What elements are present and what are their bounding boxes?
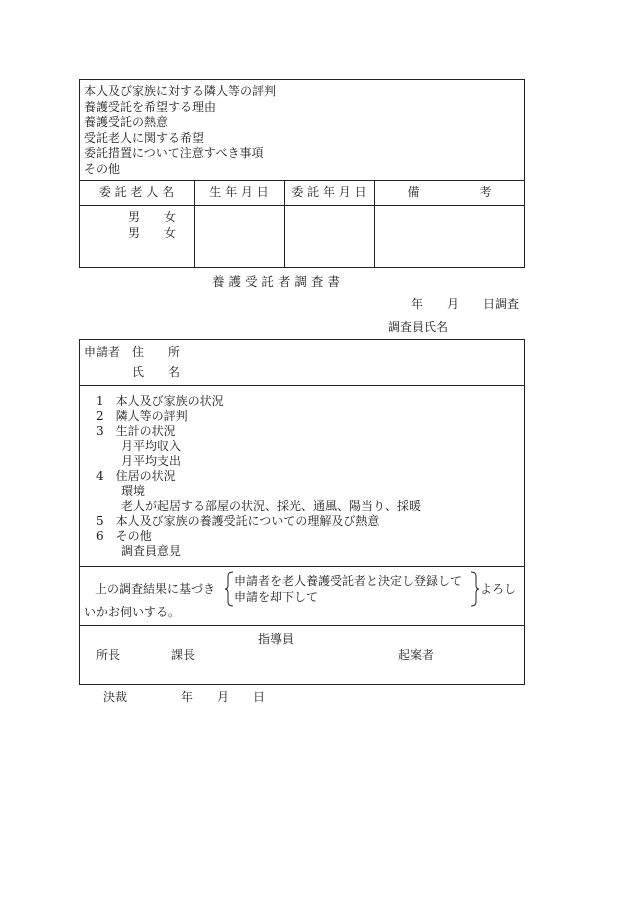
header-entrusted-name: 委 託 老 人 名 — [98, 185, 175, 199]
decision-option-register: 申請者を老人養護受託者と決定し登録して — [234, 574, 463, 588]
survey-date: 年 月 日調査 — [411, 297, 520, 311]
note-line: 本人及び家族に対する隣人等の評判 — [84, 84, 277, 98]
section-item: 4 住居の状況 — [96, 469, 176, 483]
form-divider-3 — [79, 625, 525, 626]
section-subitem: 環境 — [121, 484, 146, 498]
note-line: 養護受託の熱意 — [84, 115, 169, 129]
applicant-address: 住 所 — [132, 345, 181, 359]
section-item: 1 本人及び家族の状況 — [96, 394, 224, 408]
document-title: 養 護 受 託 者 調 査 書 — [212, 274, 340, 289]
top-table-divider-2 — [79, 205, 525, 206]
decision-prefix: 上の調査結果に基づき — [95, 582, 216, 596]
right-brace-icon — [470, 571, 480, 607]
top-table-divider-1 — [79, 180, 525, 181]
section-subitem: 月平均収入 — [121, 439, 182, 453]
investigator-name: 調査員氏名 — [388, 320, 449, 334]
section-item: 5 本人及び家族の養護受託についての理解及び熱意 — [96, 514, 380, 528]
section-subitem: 調査員意見 — [121, 544, 182, 558]
section-item: 3 生計の状況 — [96, 424, 176, 438]
note-line: 受託老人に関する希望 — [84, 131, 205, 145]
left-brace-icon — [224, 571, 234, 607]
note-line: 委託措置について注意すべき事項 — [84, 146, 264, 160]
section-item: 6 その他 — [96, 529, 152, 543]
section-chief-label: 課長 — [171, 648, 196, 662]
applicant-name: 氏 名 — [132, 365, 181, 379]
director-label: 所長 — [96, 648, 121, 662]
note-line: その他 — [84, 162, 121, 176]
section-subitem: 月平均支出 — [121, 454, 182, 468]
supervisor-label: 指導員 — [258, 632, 295, 646]
section-subitem: 老人が起居する部屋の状況、採光、通風、陽当り、採暖 — [121, 499, 422, 513]
section-item: 2 隣人等の評判 — [96, 409, 188, 423]
decision-continuation: いかお伺いする。 — [84, 605, 181, 619]
header-entrust-date: 委 託 年 月 日 — [291, 185, 367, 199]
applicant-label: 申請者 — [84, 345, 121, 359]
form-divider-2 — [79, 566, 525, 567]
final-decision-date: 年 月 日 — [181, 690, 266, 704]
drafter-label: 起案者 — [398, 648, 435, 662]
final-decision-label: 決裁 — [103, 690, 128, 704]
gender-option: 男 女 — [128, 210, 177, 224]
header-birth-date: 生 年 月 日 — [209, 185, 269, 199]
note-line: 養護受託を希望する理由 — [84, 100, 217, 114]
decision-suffix: よろし — [480, 582, 517, 596]
decision-option-reject: 申請を却下して — [234, 590, 319, 604]
header-remarks: 備 考 — [407, 185, 492, 199]
gender-option: 男 女 — [128, 226, 177, 240]
form-divider-1 — [79, 385, 525, 386]
